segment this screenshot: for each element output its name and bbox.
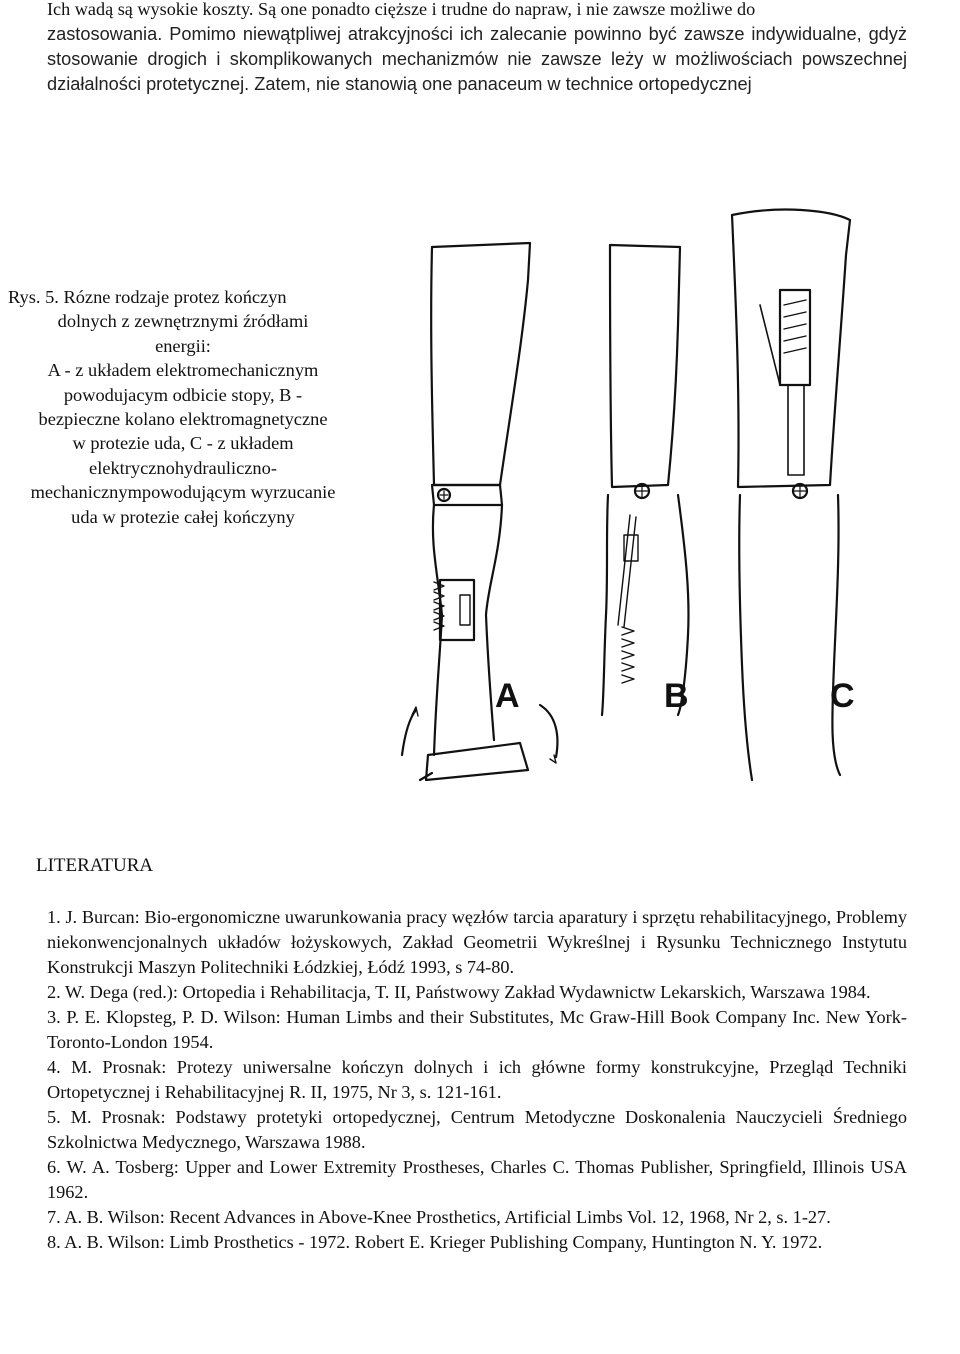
reference-item-8: 8. A. B. Wilson: Limb Prosthetics - 1972. Robert E. Krieger Publishing Company, Huntington N. Y. 1972. (47, 1232, 823, 1252)
label-b: B (664, 677, 689, 715)
caption-line-5: powodujacym odbicie stopy, B - (63, 384, 303, 405)
figure-caption (0, 285, 366, 529)
reference-item-3: 3. P. E. Klopsteg, P. D. Wilson: Human Limbs and their Substitutes, Mc Graw-Hill Book Company Inc. New York-Toronto-London 1954. (47, 1007, 907, 1052)
reference-item-5: 5. M. Prosnak: Podstawy protetyki ortopedycznej, Centrum Metodyczne Doskonalenia Nauczycieli Średniego Szkolnictwa Medycznego, Warszawa 1988. (47, 1107, 907, 1152)
label-c: C (830, 677, 855, 715)
prosthesis-figure (360, 195, 960, 795)
caption-line-7: w protezie uda, C - z układem (72, 433, 294, 454)
caption-line-10: uda w protezie całej kończyny (71, 506, 295, 527)
reference-list (47, 905, 907, 1255)
caption-line-8: elektrycznohydrauliczno- (89, 457, 277, 478)
intro-line-1: Ich wadą są wysokie koszty. Są one ponadto cięższe i trudne do napraw, i nie zawsze możliwe do (47, 0, 756, 19)
prosthesis-b-drawing (602, 245, 689, 715)
literature-heading: LITERATURA (36, 855, 154, 876)
label-a: A (495, 677, 520, 715)
caption-line-4: A - z układem elektromechanicznym (47, 360, 319, 381)
reference-item-1: 1. J. Burcan: Bio-ergonomiczne uwarunkowania pracy węzłów tarcia aparatury i sprzętu rehabilitacyjnego, Problemy niekonwencjonalnych układów łożyskowych, Zakład Geometrii Wykreślnej i Rysunku Technicznego Instytutu Konstrukcji Maszyn Politechniki Łódzkiej, Łódź 1993, s 74-80. (47, 907, 907, 977)
prosthesis-c-drawing (732, 210, 855, 780)
intro-line-2: zastosowania. Pomimo niewątpliwej atrakcyjności ich zalecanie powinno być zawsze indywidualne, gdyż stosowanie drogich i skomplikowanych mechanizmów nie zawsze leży w możliwościach powszechnej działalności protetycznej. Zatem, nie stanowią one panaceum w technice ortopedycznej (47, 24, 907, 94)
caption-line-6: bezpieczne kolano elektromagnetyczne (38, 409, 328, 430)
intro-paragraph (47, 0, 907, 97)
caption-line-3: energii: (155, 335, 211, 356)
caption-line-9: mechanicznympowodującym wyrzucanie (30, 482, 336, 503)
prosthesis-a-drawing (402, 243, 557, 780)
reference-item-2: 2. W. Dega (red.): Ortopedia i Rehabilitacja, T. II, Państwowy Zakład Wydawnictw Lekarskich, Warszawa 1984. (47, 982, 871, 1002)
reference-item-4: 4. M. Prosnak: Protezy uniwersalne kończyn dolnych i ich główne formy konstrukcyjne, Przegląd Techniki Ortopetycznej i Rehabilitacyjnej R. II, 1975, Nr 3, s. 121-161. (47, 1057, 907, 1102)
reference-item-6: 6. W. A. Tosberg: Upper and Lower Extremity Prostheses, Charles C. Thomas Publisher, Springfield, Illinois USA 1962. (47, 1157, 907, 1202)
reference-item-7: 7. A. B. Wilson: Recent Advances in Above-Knee Prosthetics, Artificial Limbs Vol. 12, 1968, Nr 2, s. 1-27. (47, 1207, 831, 1227)
caption-line-2: dolnych z zewnętrznymi źródłami (57, 311, 309, 332)
caption-line-1: Rys. 5. Rózne rodzaje protez kończyn (8, 287, 287, 307)
